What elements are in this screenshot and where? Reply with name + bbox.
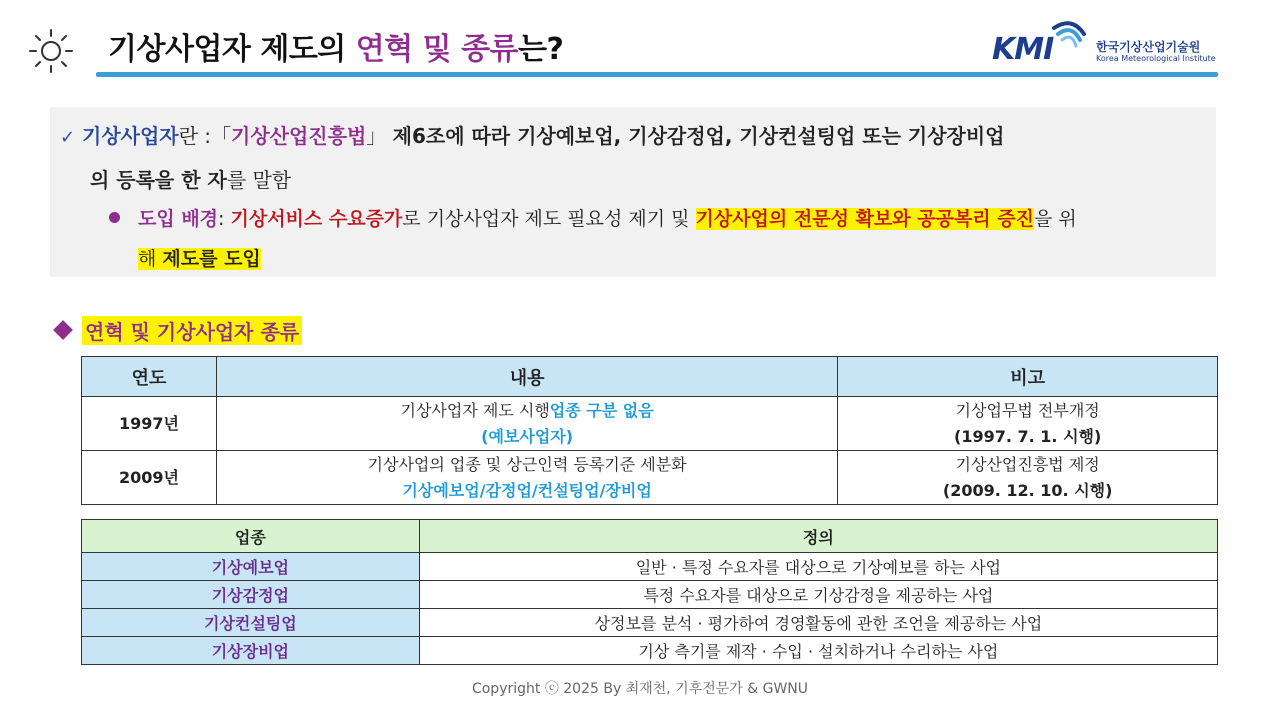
logo-name-kr: 한국기상산업기술원 bbox=[1096, 40, 1201, 54]
note-line2: (2009. 12. 10. 시행) bbox=[942, 480, 1113, 500]
definition-cell: 일반 · 특정 수요자를 대상으로 기상예보를 하는 사업 bbox=[419, 553, 1217, 581]
logo-name-en: Korea Meteorological Institute bbox=[1096, 54, 1216, 63]
background-line bbox=[138, 204, 1077, 231]
law-name: 기상산업진흥법 bbox=[231, 124, 367, 148]
sun-icon bbox=[28, 28, 74, 74]
content-plain: 기상사업자 제도 시행 bbox=[400, 400, 550, 420]
header-definition: 정의 bbox=[419, 520, 1217, 553]
bullet-dot-icon bbox=[109, 212, 120, 223]
page-title bbox=[108, 24, 563, 68]
note-cell bbox=[838, 451, 1218, 505]
content-line2: (예보사업자) bbox=[481, 426, 574, 446]
goal-text: 기상사업의 전문성 확보와 공공복리 증진 bbox=[695, 208, 1034, 230]
title-main: 기상사업자 제도의 bbox=[108, 32, 356, 67]
note-cell bbox=[838, 397, 1218, 451]
type-cell: 기상장비업 bbox=[82, 637, 420, 665]
logo-kmi-text: KMI bbox=[992, 32, 1054, 67]
type-cell: 기상감정업 bbox=[82, 581, 420, 609]
definition-cell: 기상 측기를 제작 · 수입 · 설치하거나 수리하는 사업 bbox=[419, 637, 1217, 665]
background-line-2 bbox=[138, 244, 261, 271]
copyright-text: Copyright ⓒ 2025 By 최재천, 기후전문가 & GWNU bbox=[471, 681, 809, 697]
header-note: 비고 bbox=[838, 357, 1218, 397]
year-cell: 1997년 bbox=[82, 397, 217, 451]
history-table bbox=[81, 356, 1218, 505]
table-row bbox=[82, 581, 1218, 609]
note-line1: 기상산업진흥법 제정 bbox=[955, 454, 1100, 474]
table-row bbox=[82, 609, 1218, 637]
definition-rest: 제6조에 따라 기상예보업, 기상감정업, 기상컨설팅업 또는 기상장비업 bbox=[392, 124, 1005, 148]
demand-text: 기상서비스 수요증가 bbox=[230, 208, 403, 230]
kmi-logo bbox=[992, 18, 1216, 68]
table-row bbox=[82, 637, 1218, 665]
year-cell: 2009년 bbox=[82, 451, 217, 505]
background-label: 도입 배경 bbox=[138, 208, 219, 230]
diamond-icon bbox=[53, 320, 73, 340]
background-tail: 을 위 bbox=[1033, 208, 1077, 230]
content-line2: 기상예보업/감정업/컨설팅업/장비업 bbox=[402, 480, 652, 500]
term-text: 기상사업자 bbox=[82, 124, 179, 148]
content-plain: 기상사업의 업종 및 상근인력 등록기준 세분화 bbox=[367, 454, 687, 474]
types-table bbox=[81, 519, 1218, 665]
background-colon: : bbox=[218, 208, 231, 230]
check-icon: ✓ bbox=[60, 127, 76, 148]
definition-bracket: 」 bbox=[366, 124, 387, 148]
types-header-row bbox=[82, 520, 1218, 553]
note-line1: 기상업무법 전부개정 bbox=[955, 400, 1100, 420]
definition-line-2 bbox=[90, 164, 291, 193]
history-header-row bbox=[82, 357, 1218, 397]
header-content: 내용 bbox=[216, 357, 837, 397]
definition-line bbox=[60, 120, 1005, 149]
header-year: 연도 bbox=[82, 357, 217, 397]
table-row bbox=[82, 451, 1218, 505]
note-line2: (1997. 7. 1. 시행) bbox=[954, 426, 1102, 446]
definition-cell: 특정 수요자를 대상으로 기상감정을 제공하는 사업 bbox=[419, 581, 1217, 609]
definition-line2-tail: 를 말함 bbox=[226, 168, 292, 192]
content-cell bbox=[216, 397, 837, 451]
table-row bbox=[82, 397, 1218, 451]
background-mid: 로 기상사업자 제도 필요성 제기 및 bbox=[402, 208, 696, 230]
type-cell: 기상예보업 bbox=[82, 553, 420, 581]
background-line2-b: 제도를 도입 bbox=[162, 248, 261, 270]
background-line2-a: 해 bbox=[138, 248, 163, 270]
type-cell: 기상컨설팅업 bbox=[82, 609, 420, 637]
content-cyan: 업종 구분 없음 bbox=[549, 400, 654, 420]
definition-connector: 란 :「 bbox=[178, 124, 232, 148]
title-accent: 연혁 및 종류 bbox=[355, 32, 519, 67]
title-underline bbox=[96, 72, 1218, 77]
definition-cell: 상정보를 분석 · 평가하여 경영활동에 관한 조언을 제공하는 사업 bbox=[419, 609, 1217, 637]
header-type: 업종 bbox=[82, 520, 420, 553]
definition-line2-bold: 의 등록을 한 자 bbox=[90, 168, 227, 192]
logo-arc-icon bbox=[1050, 18, 1090, 62]
content-cell bbox=[216, 451, 837, 505]
section-title: 연혁 및 기상사업자 종류 bbox=[82, 316, 302, 345]
title-end: 는? bbox=[518, 32, 564, 67]
table-row bbox=[82, 553, 1218, 581]
